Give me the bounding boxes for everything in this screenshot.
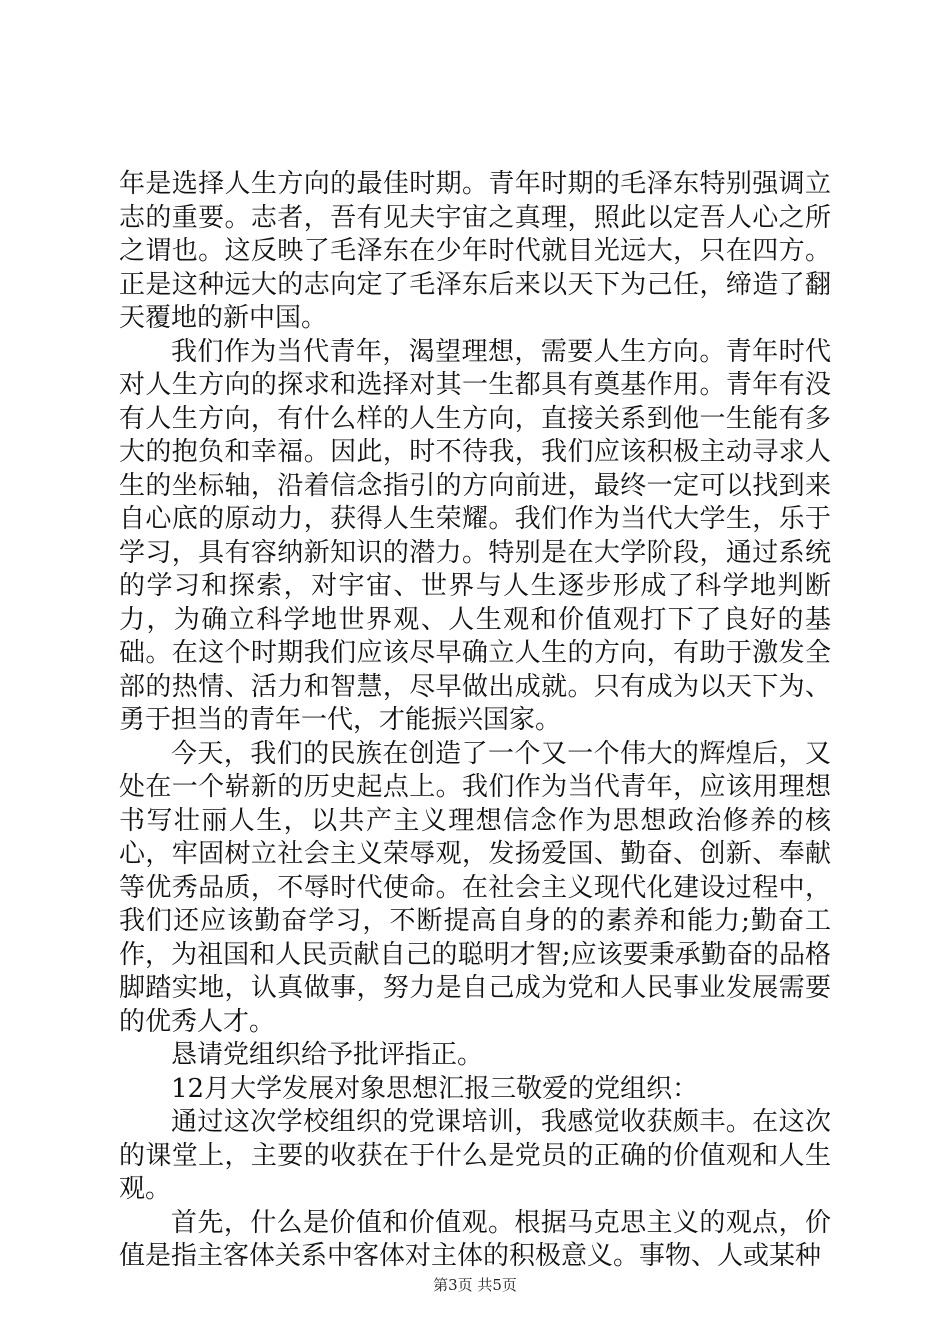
paragraph-4: 恳请党组织给予批评指正。 (171, 1040, 484, 1070)
document-body (119, 168, 831, 1274)
paragraph-5: 12月大学发展对象思想汇报三敬爱的党组织： (171, 1073, 699, 1104)
paragraph-7: 首先，什么是价值和价值观。根据马克思主义的观点，价值是指主客体关系中客体对主体的积极意义。事物、人或某种 (119, 1207, 831, 1271)
page-footer: 第3页 共5页 (433, 1276, 517, 1294)
paragraph-6: 通过这次学校组织的党课培训，我感觉收获颇丰。在这次的课堂上，主要的收获在于什么是党员的正确的价值观和人生观。 (119, 1107, 831, 1204)
paragraph-2: 我们作为当代青年，渴望理想，需要人生方向。青年时代对人生方向的探求和选择对其一生都具有奠基作用。青年有没有人生方向，有什么样的人生方向，直接关系到他一生能有多大的抱负和幸福。因此，时不待我，我们应该积极主动寻求人生的坐标轴，沿着信念指引的方向前进，最终一定可以找到来自心底的原动力，获得人生荣耀。我们作为当代大学生，乐于学习，具有容纳新知识的潜力。特别是在大学阶段，通过系统的学习和探索，对宇宙、世界与人生逐步形成了科学地判断力，为确立科学地世界观、人生观和价值观打下了良好的基础。在这个时期我们应该尽早确立人生的方向，有助于激发全部的热情、活力和智慧，尽早做出成就。只有成为以天下为、勇于担当的青年一代，才能振兴国家。 (119, 336, 831, 735)
paragraph-1: 年是选择人生方向的最佳时期。青年时期的毛泽东特别强调立志的重要。志者，吾有见夫宇宙之真理，照此以定吾人心之所之谓也。这反映了毛泽东在少年时代就目光远大，只在四方。正是这种远大的志向定了毛泽东后来以天下为己任，缔造了翻天覆地的新中国。 (119, 169, 831, 333)
paragraph-3: 今天，我们的民族在创造了一个又一个伟大的辉煌后，又处在一个崭新的历史起点上。我们作为当代青年，应该用理想书写壮丽人生，以共产主义理想信念作为思想政治修养的核心，牢固树立社会主义荣辱观，发扬爱国、勤奋、创新、奉献等优秀品质，不辱时代使命。在社会主义现代化建设过程中，我们还应该勤奋学习，不断提高自身的的素养和能力;勤奋工作，为祖国和人民贡献自己的聪明才智;应该要秉承勤奋的品格脚踏实地，认真做事，努力是自己成为党和人民事业发展需要的优秀人才。 (119, 738, 831, 1037)
